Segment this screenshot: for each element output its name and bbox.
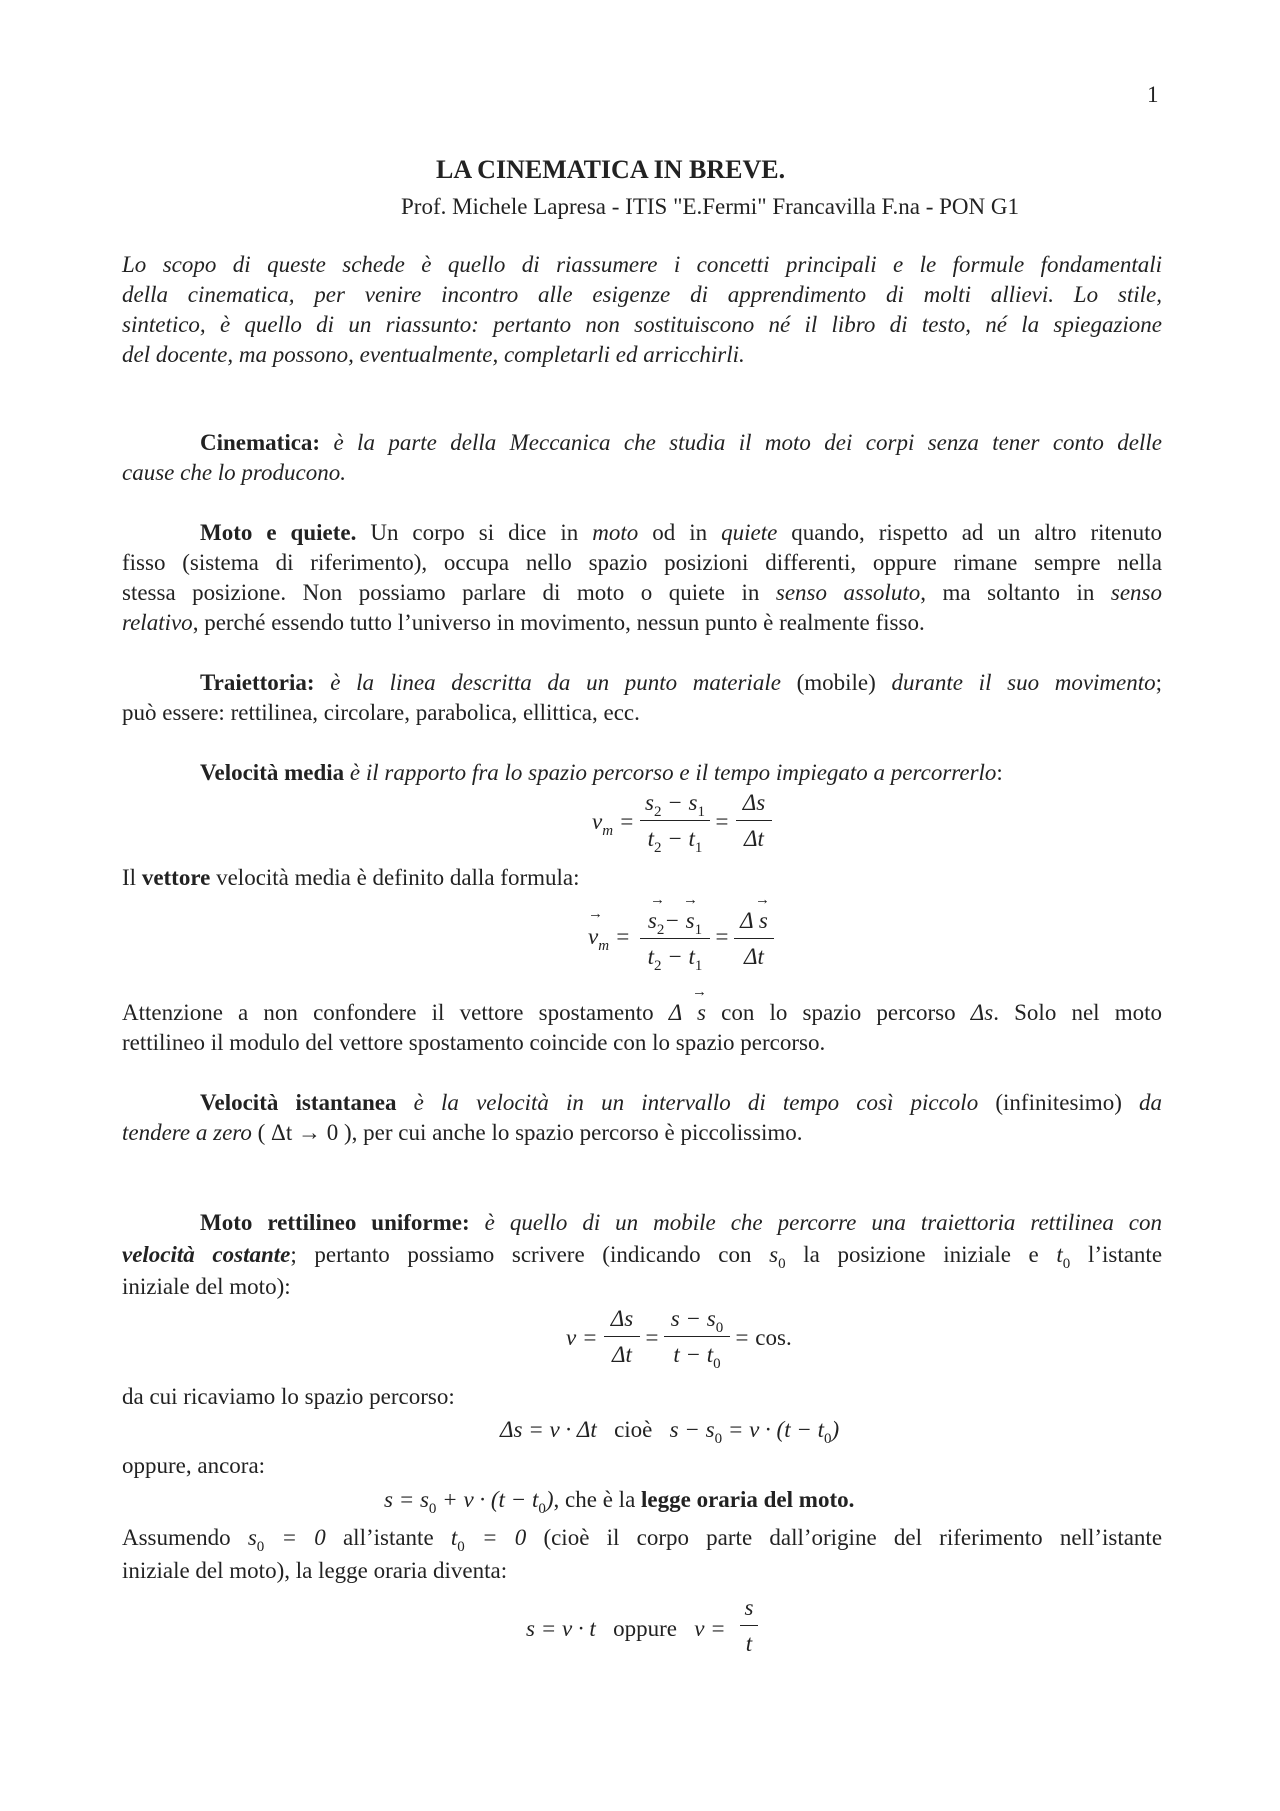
traiettoria-term: Traiettoria: [200,670,315,695]
page-number: 1 [1147,82,1159,107]
cinematica-definition: Cinematica: è la parte della Meccanica che studia il moto dei corpi senza tener conto delle [200,430,1163,455]
mru-term: Moto rettilineo uniforme: [200,1210,470,1235]
velocita-istantanea-paragraph: Velocità istantanea è la velocità in un intervallo di tempo così piccolo (infinitesimo) da [200,1090,1163,1115]
traiettoria-paragraph: Traiettoria: è la linea descritta da un punto materiale (mobile) durante il suo movimento; [200,670,1163,695]
velocita-media-heading: Velocità media è il rapporto fra lo spazio percorso e il tempo impiegato a percorrerlo: [200,760,1003,785]
moto-quiete-term: Moto e quiete. [200,520,357,545]
vettore-line: Il vettore velocità media è definito dalla formula: [122,865,580,890]
moto-quiete-paragraph: Moto e quiete. Un corpo si dice in moto od in quiete quando, rispetto ad un altro ritenuto [200,520,1163,545]
intro-line-1: Lo scopo di queste schede è quello di riassumere i concetti principali e le formule fondamentali [122,252,1162,277]
intro-line-2: della cinematica, per venire incontro alle esigenze di apprendimento di molti allievi. Lo stile, [122,282,1162,307]
formula-spazio-percorso: Δs = v · Δt cioè $s - s_0 = v \cdot (t - t_0)$ [500,1417,840,1447]
author-line: Prof. Michele Lapresa - ITIS "E.Fermi" Francavilla F.na - PON G1 [401,194,1019,219]
mru-paragraph: Moto rettilineo uniforme: è quello di un mobile che percorre una traiettoria rettilinea con [200,1210,1163,1235]
velocita-media-term: Velocità media [200,760,345,785]
page-title: LA CINEMATICA IN BREVE. [436,155,786,184]
attenzione-line: Attenzione a non confondere il vettore spostamento Δ s con lo spazio percorso Δs. Solo nel moto [122,1000,1163,1025]
formula-legge-oraria: $s = s_0 + v \cdot (t - t_0)$, che è la legge oraria del moto. [384,1487,855,1517]
assumendo-line: Assumendo $s_0 = 0$ all’istante $t_0 = 0$ (cioè il corpo parte dall’origine del riferimento nell’istante [122,1525,1163,1555]
velocita-istantanea-term: Velocità istantanea [200,1090,397,1115]
intro-line-4: del docente, ma possono, eventualmente, completarli ed arricchirli. [122,342,745,367]
intro-line-3: sintetico, è quello di un riassunto: pertanto non sostituiscono né il libro di testo, né la spiegazione [122,312,1162,337]
cinematica-term: Cinematica: [200,430,321,455]
